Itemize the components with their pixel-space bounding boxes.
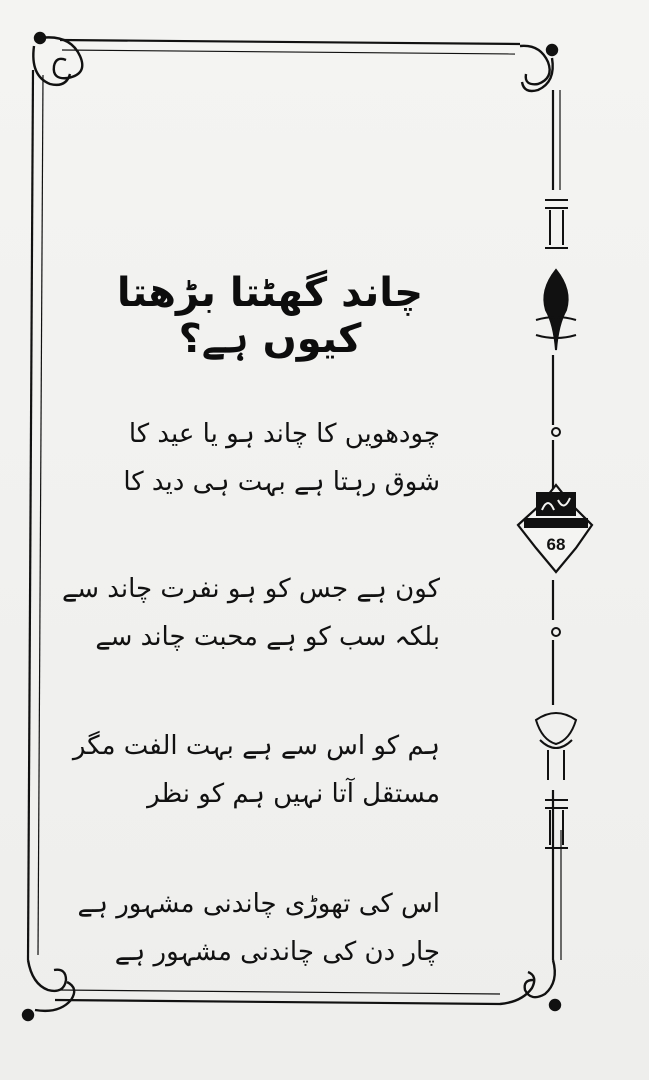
verse-line: شوق رہتا ہے بہت ہی دید کا xyxy=(123,467,440,497)
stanza-4 xyxy=(77,880,440,976)
stanza-3 xyxy=(72,722,440,818)
page-number: 68 xyxy=(546,535,566,554)
verse-line: چودھویں کا چاند ہو یا عید کا xyxy=(128,419,440,449)
verse-line: اس کی تھوڑی چاندنی مشہور ہے xyxy=(77,889,440,919)
stanza-1 xyxy=(110,410,440,506)
flourish-icon xyxy=(536,713,576,848)
page-title: چاند گھٹتا بڑھتا کیوں ہے؟ xyxy=(116,270,424,362)
corner-flourish-top-right xyxy=(520,45,557,91)
verse-line: مستقل آتا نہیں ہم کو نظر xyxy=(147,779,440,809)
corner-flourish-bottom-right xyxy=(500,960,560,1010)
stanza-2 xyxy=(61,565,440,661)
verse-line: کون ہے جس کو ہو نفرت چاند سے xyxy=(61,574,440,604)
logo-emblem-icon xyxy=(518,485,592,572)
verse-line: ہم کو اس سے ہے بہت الفت مگر xyxy=(72,731,440,761)
verse-line: چار دن کی چاندنی مشہور ہے xyxy=(114,937,440,967)
verse-line: بلکہ سب کو ہے محبت چاند سے xyxy=(95,622,440,652)
